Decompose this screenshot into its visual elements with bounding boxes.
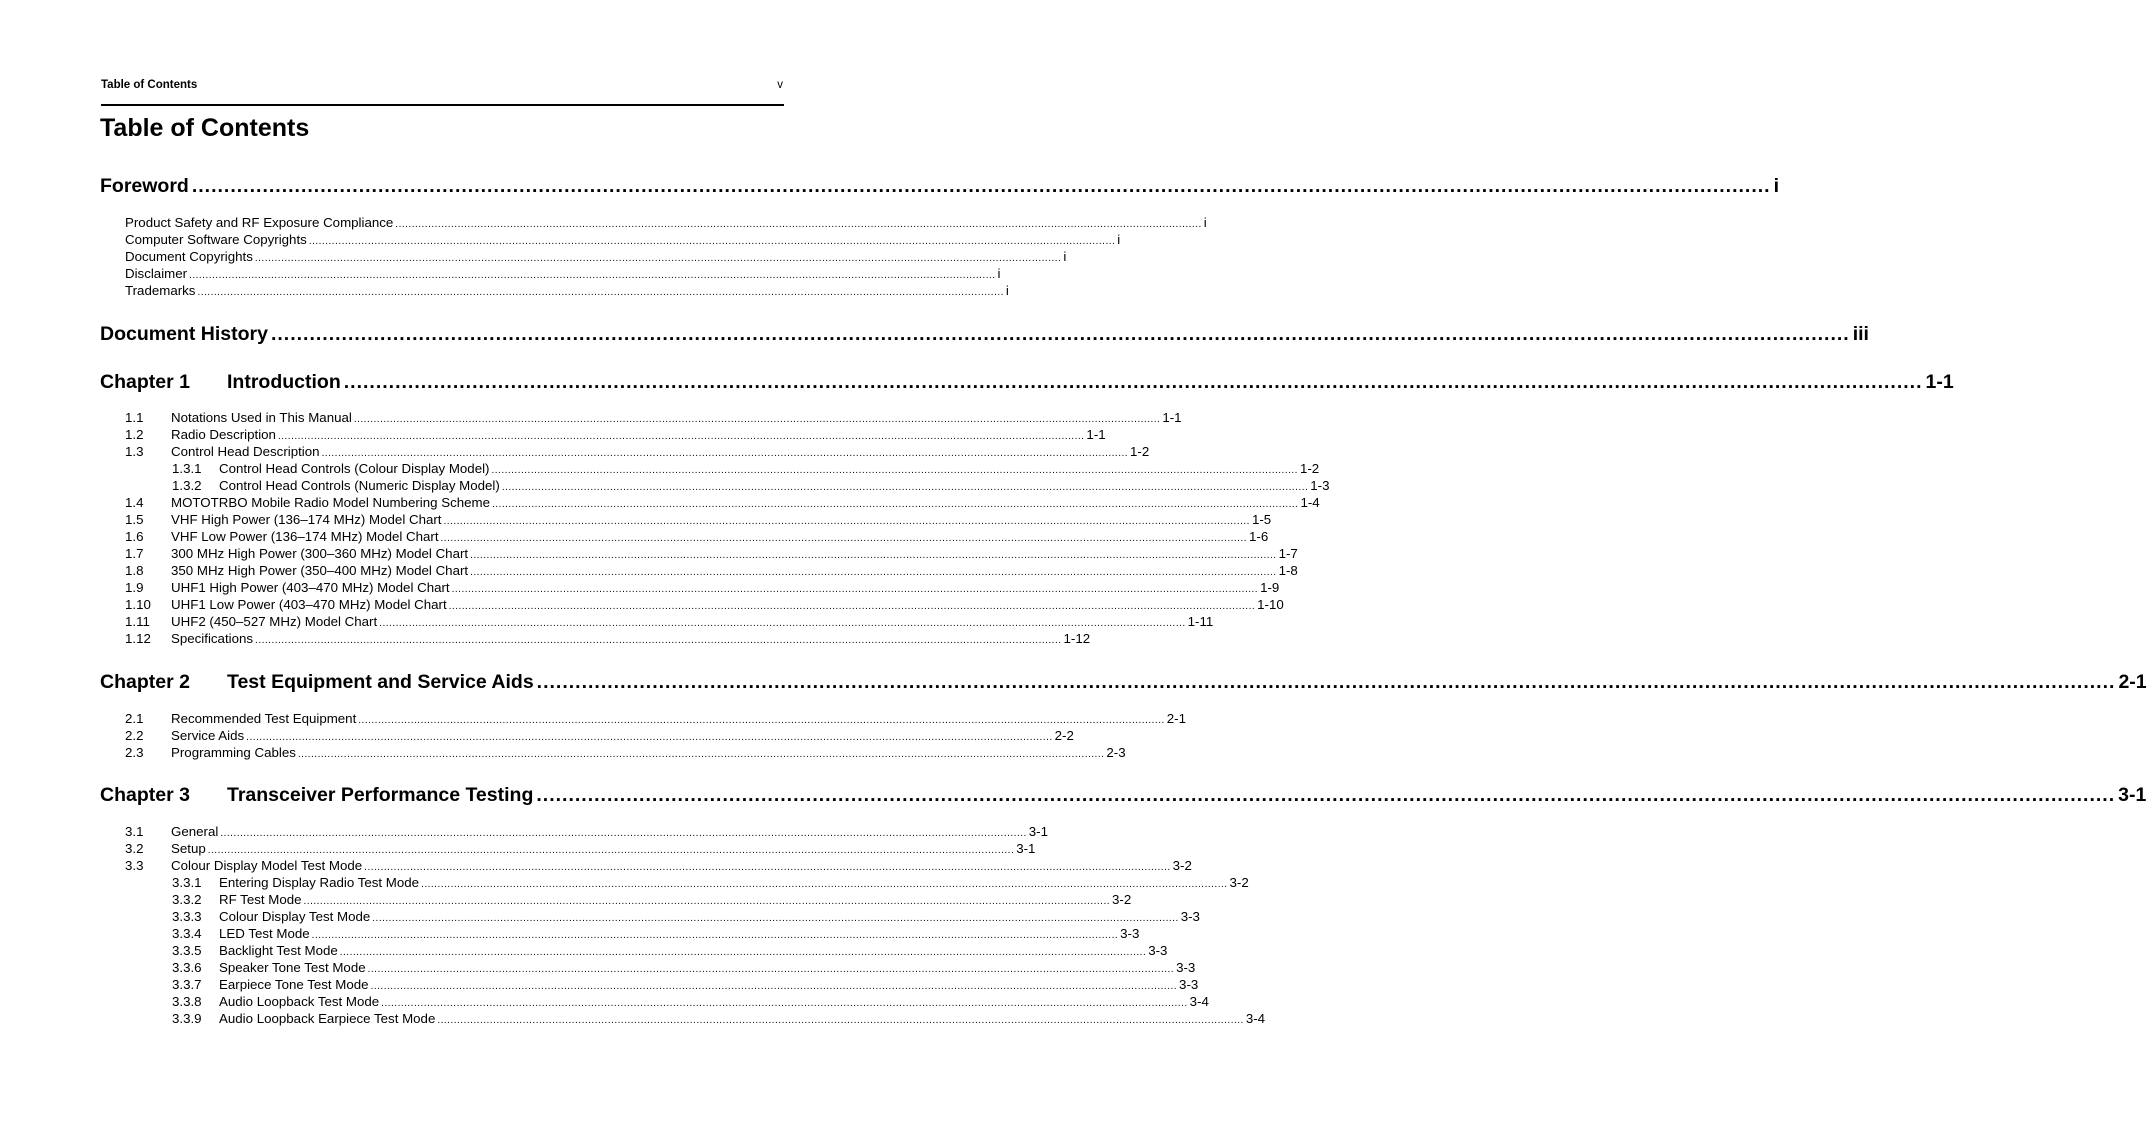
toc-item[interactable] xyxy=(125,265,1001,282)
section-number: 2.2 xyxy=(125,728,144,743)
section-number: 2.3 xyxy=(125,745,144,760)
toc-item[interactable] xyxy=(125,596,1284,613)
toc-subitem[interactable] xyxy=(172,874,1249,891)
section-number: 3.3.9 xyxy=(172,1011,202,1026)
toc-item[interactable] xyxy=(125,630,1091,647)
toc-item-title: Trademarks xyxy=(125,283,196,298)
toc-item-title: Colour Display Test Mode xyxy=(219,909,371,924)
toc-item-page: 3-3 xyxy=(1180,909,1200,924)
toc-item-page: i xyxy=(1203,215,1207,230)
toc-subitem[interactable] xyxy=(172,477,1330,494)
dot-leader: ...................................................................................................................................................................................................................................................... xyxy=(255,635,1062,646)
section-number: 1.1 xyxy=(125,410,144,425)
toc-entry-chapter-3[interactable] xyxy=(100,782,2147,808)
dot-leader: ...................................................................................................................................................................................................................................................... xyxy=(254,253,1062,264)
dot-leader: ...................................................................................................................................................................................................................................................... xyxy=(191,175,1771,197)
toc-entry-page: 3-1 xyxy=(2118,784,2147,806)
toc-item[interactable] xyxy=(125,579,1280,596)
dot-leader: ...................................................................................................................................................................................................................................................... xyxy=(270,323,1850,345)
toc-item-page: i xyxy=(1063,249,1067,264)
dot-leader: ...................................................................................................................................................................................................................................................... xyxy=(246,732,1053,743)
section-number: 1.2 xyxy=(125,427,144,442)
toc-item-page: 1-7 xyxy=(1278,546,1298,561)
toc-item-page: i xyxy=(1005,283,1009,298)
toc-item-page: 1-6 xyxy=(1249,529,1269,544)
toc-item-title: Audio Loopback Earpiece Test Mode xyxy=(219,1011,436,1026)
toc-item[interactable] xyxy=(125,528,1269,545)
dot-leader: ...................................................................................................................................................................................................................................................... xyxy=(440,533,1247,544)
toc-item-page: i xyxy=(1117,232,1121,247)
section-number: 3.3.5 xyxy=(172,943,202,958)
section-number: 1.8 xyxy=(125,563,144,578)
toc-item-title: Document Copyrights xyxy=(125,249,253,264)
toc-subitem[interactable] xyxy=(172,891,1132,908)
toc-subitem[interactable] xyxy=(172,942,1168,959)
toc-item-page: 1-1 xyxy=(1162,410,1182,425)
toc-item-page: 1-2 xyxy=(1299,461,1320,476)
dot-leader: ...................................................................................................................................................................................................................................................... xyxy=(437,1015,1244,1026)
toc-item-title: Speaker Tone Test Mode xyxy=(219,960,366,975)
dot-leader: ...................................................................................................................................................................................................................................................... xyxy=(536,784,2116,806)
toc-item-page: i xyxy=(997,266,1001,281)
section-number: 3.3.6 xyxy=(172,960,202,975)
toc-item[interactable] xyxy=(125,426,1106,443)
toc-item-title: Colour Display Model Test Mode xyxy=(171,858,363,873)
section-number: 3.3.2 xyxy=(172,892,202,907)
dot-leader: ...................................................................................................................................................................................................................................................... xyxy=(536,671,2116,693)
toc-item-title: Setup xyxy=(171,841,206,856)
toc-item[interactable] xyxy=(125,231,1121,248)
dot-leader: ...................................................................................................................................................................................................................................................... xyxy=(443,516,1250,527)
section-number: 3.3.7 xyxy=(172,977,202,992)
toc-subitem[interactable] xyxy=(172,908,1200,925)
toc-item-title: VHF High Power (136–174 MHz) Model Chart xyxy=(171,512,442,527)
toc-subitem[interactable] xyxy=(172,1010,1266,1027)
dot-leader: ...................................................................................................................................................................................................................................................... xyxy=(364,862,1171,873)
toc-item-page: 3-4 xyxy=(1189,994,1209,1009)
toc-item-title: UHF1 Low Power (403–470 MHz) Model Chart xyxy=(171,597,447,612)
toc-item-page: 3-3 xyxy=(1179,977,1199,992)
toc-item[interactable] xyxy=(125,857,1192,874)
section-number: 3.3.3 xyxy=(172,909,202,924)
toc-item-page: 1-4 xyxy=(1300,495,1320,510)
toc-item-page: 3-3 xyxy=(1176,960,1196,975)
toc-item-page: 2-2 xyxy=(1054,728,1074,743)
dot-leader: ...................................................................................................................................................................................................................................................... xyxy=(277,431,1085,442)
dot-leader: ...................................................................................................................................................................................................................................................... xyxy=(370,981,1178,992)
toc-item-title: UHF2 (450–527 MHz) Model Chart xyxy=(171,614,378,629)
toc-subitem[interactable] xyxy=(172,925,1140,942)
dot-leader: ...................................................................................................................................................................................................................................................... xyxy=(395,219,1202,230)
toc-entry-page: i xyxy=(1773,175,1780,197)
toc-subitem[interactable] xyxy=(172,460,1320,477)
dot-leader: ...................................................................................................................................................................................................................................................... xyxy=(308,236,1116,247)
toc-item-title: Disclaimer xyxy=(125,266,188,281)
toc-item-title: Product Safety and RF Exposure Compliance xyxy=(125,215,394,230)
page-title: Table of Contents xyxy=(100,114,310,142)
toc-entry-title: Foreword xyxy=(100,175,189,197)
dot-leader: ...................................................................................................................................................................................................................................................... xyxy=(220,828,1027,839)
toc-item-page: 1-8 xyxy=(1278,563,1298,578)
section-number: 1.7 xyxy=(125,546,144,561)
toc-item-title: General xyxy=(171,824,219,839)
toc-entry-chapter-1[interactable] xyxy=(100,369,1954,395)
section-number: 3.3.4 xyxy=(172,926,202,941)
section-number: 1.3.2 xyxy=(172,478,202,493)
toc-item-title: LED Test Mode xyxy=(219,926,310,941)
dot-leader: ...................................................................................................................................................................................................................................................... xyxy=(379,618,1186,629)
chapter-label: Chapter 2 xyxy=(100,671,190,693)
toc-subitem[interactable] xyxy=(172,976,1199,993)
toc-item-page: 2-3 xyxy=(1106,745,1126,760)
section-number: 3.1 xyxy=(125,824,144,839)
toc-item[interactable] xyxy=(125,214,1207,231)
dot-leader: ...................................................................................................................................................................................................................................................... xyxy=(421,879,1228,890)
dot-leader: ...................................................................................................................................................................................................................................................... xyxy=(358,715,1165,726)
section-number: 3.3.8 xyxy=(172,994,202,1009)
toc-subitem[interactable] xyxy=(172,993,1209,1010)
toc-entry-foreword[interactable] xyxy=(100,173,1780,199)
toc-item[interactable] xyxy=(125,248,1067,265)
toc-item-page: 3-2 xyxy=(1229,875,1249,890)
toc-item-page: 1-2 xyxy=(1130,444,1150,459)
toc-item[interactable] xyxy=(125,823,1048,840)
toc-item-title: MOTOTRBO Mobile Radio Model Numbering Scheme xyxy=(171,495,490,510)
toc-item[interactable] xyxy=(125,727,1074,744)
section-number: 3.2 xyxy=(125,841,144,856)
toc-item-title: VHF Low Power (136–174 MHz) Model Chart xyxy=(171,529,439,544)
toc-item[interactable] xyxy=(125,744,1126,761)
dot-leader: ...................................................................................................................................................................................................................................................... xyxy=(343,371,1923,393)
toc-item-page: 1-10 xyxy=(1257,597,1284,612)
section-number: 1.10 xyxy=(125,597,151,612)
toc-item-title: Control Head Controls (Numeric Display Model) xyxy=(219,478,500,493)
toc-item[interactable] xyxy=(125,710,1186,727)
dot-leader: ...................................................................................................................................................................................................................................................... xyxy=(470,567,1277,578)
dot-leader: ...................................................................................................................................................................................................................................................... xyxy=(207,845,1015,856)
toc-item-page: 3-3 xyxy=(1148,943,1168,958)
dot-leader: ...................................................................................................................................................................................................................................................... xyxy=(451,584,1259,595)
section-number: 1.3 xyxy=(125,444,144,459)
section-number: 1.12 xyxy=(125,631,151,646)
dot-leader: ...................................................................................................................................................................................................................................................... xyxy=(501,482,1309,493)
toc-item-title: Service Aids xyxy=(171,728,245,743)
toc-entry-title: Transceiver Performance Testing xyxy=(227,784,534,806)
dot-leader: ...................................................................................................................................................................................................................................................... xyxy=(197,287,1004,298)
toc-item-page: 3-2 xyxy=(1112,892,1132,907)
toc-item-page: 3-1 xyxy=(1016,841,1036,856)
toc-item-page: 1-9 xyxy=(1260,580,1280,595)
header-divider xyxy=(101,104,784,106)
toc-item-title: Computer Software Copyrights xyxy=(125,232,307,247)
toc-item-title: Programming Cables xyxy=(171,745,296,760)
toc-item-page: 1-5 xyxy=(1251,512,1272,527)
dot-leader: ...................................................................................................................................................................................................................................................... xyxy=(339,947,1147,958)
toc-entry-title: Document History xyxy=(100,323,268,345)
section-number: 1.5 xyxy=(125,512,144,527)
toc-item[interactable] xyxy=(125,840,1036,857)
toc-item-title: Control Head Controls (Colour Display Model) xyxy=(219,461,490,476)
toc-item-page: 3-1 xyxy=(1028,824,1048,839)
section-number: 1.11 xyxy=(125,614,150,629)
toc-entry-page: 2-1 xyxy=(2118,671,2147,693)
toc-item-title: Control Head Description xyxy=(171,444,320,459)
dot-leader: ...................................................................................................................................................................................................................................................... xyxy=(381,998,1188,1009)
toc-item[interactable] xyxy=(125,562,1298,579)
section-number: 2.1 xyxy=(125,711,144,726)
toc-entry-title: Introduction xyxy=(227,371,341,393)
dot-leader: ...................................................................................................................................................................................................................................................... xyxy=(189,270,996,281)
dot-leader: ...................................................................................................................................................................................................................................................... xyxy=(297,749,1105,760)
toc-item-page: 3-2 xyxy=(1172,858,1192,873)
toc-entry-page: 1-1 xyxy=(1925,371,1954,393)
toc-item-page: 3-4 xyxy=(1245,1011,1266,1026)
dot-leader: ...................................................................................................................................................................................................................................................... xyxy=(367,964,1175,975)
toc-entry-page: iii xyxy=(1852,323,1869,345)
toc-item-title: Entering Display Radio Test Mode xyxy=(219,875,420,890)
running-header-page-number: v xyxy=(777,79,783,91)
toc-entry-document-history[interactable] xyxy=(100,321,1869,347)
dot-leader: ...................................................................................................................................................................................................................................................... xyxy=(470,550,1277,561)
chapter-label: Chapter 1 xyxy=(100,371,190,393)
toc-item[interactable] xyxy=(125,494,1320,511)
dot-leader: ...................................................................................................................................................................................................................................................... xyxy=(492,499,1299,510)
toc-item[interactable] xyxy=(125,409,1182,426)
toc-subitem[interactable] xyxy=(172,959,1196,976)
running-header-title: Table of Contents xyxy=(101,79,198,91)
toc-item[interactable] xyxy=(125,511,1272,528)
toc-item[interactable] xyxy=(125,545,1298,562)
toc-item-page: 1-3 xyxy=(1310,478,1330,493)
toc-item-title: Notations Used in This Manual xyxy=(171,410,352,425)
toc-item-title: Specifications xyxy=(171,631,254,646)
toc-entry-chapter-2[interactable] xyxy=(100,669,2147,695)
toc-item[interactable] xyxy=(125,443,1150,460)
toc-item-title: RF Test Mode xyxy=(219,892,302,907)
section-number: 3.3.1 xyxy=(172,875,202,890)
section-number: 1.6 xyxy=(125,529,144,544)
dot-leader: ...................................................................................................................................................................................................................................................... xyxy=(448,601,1256,612)
section-number: 1.4 xyxy=(125,495,144,510)
toc-item[interactable] xyxy=(125,613,1214,630)
toc-entry-title: Test Equipment and Service Aids xyxy=(227,671,534,693)
toc-item-page: 1-11 xyxy=(1187,614,1214,629)
dot-leader: ...................................................................................................................................................................................................................................................... xyxy=(491,465,1298,476)
toc-item-page: 2-1 xyxy=(1166,711,1186,726)
dot-leader: ...................................................................................................................................................................................................................................................... xyxy=(303,896,1110,907)
toc-item-page: 3-3 xyxy=(1120,926,1140,941)
dot-leader: ...................................................................................................................................................................................................................................................... xyxy=(372,913,1179,924)
section-number: 3.3 xyxy=(125,858,144,873)
toc-item-title: Earpiece Tone Test Mode xyxy=(219,977,369,992)
dot-leader: ...................................................................................................................................................................................................................................................... xyxy=(321,448,1129,459)
toc-item-page: 1-1 xyxy=(1086,427,1106,442)
section-number: 1.9 xyxy=(125,580,144,595)
toc-item-title: Backlight Test Mode xyxy=(219,943,338,958)
section-number: 1.3.1 xyxy=(172,461,202,476)
toc-item-title: Radio Description xyxy=(171,427,276,442)
dot-leader: ...................................................................................................................................................................................................................................................... xyxy=(353,414,1161,425)
toc-item-title: 350 MHz High Power (350–400 MHz) Model Chart xyxy=(171,563,469,578)
dot-leader: ...................................................................................................................................................................................................................................................... xyxy=(311,930,1119,941)
toc-item-title: 300 MHz High Power (300–360 MHz) Model Chart xyxy=(171,546,469,561)
toc-item[interactable] xyxy=(125,282,1009,299)
toc-item-title: UHF1 High Power (403–470 MHz) Model Chart xyxy=(171,580,450,595)
toc-item-title: Recommended Test Equipment xyxy=(171,711,357,726)
chapter-label: Chapter 3 xyxy=(100,784,190,806)
toc-item-page: 1-12 xyxy=(1063,631,1091,646)
toc-item-title: Audio Loopback Test Mode xyxy=(219,994,380,1009)
